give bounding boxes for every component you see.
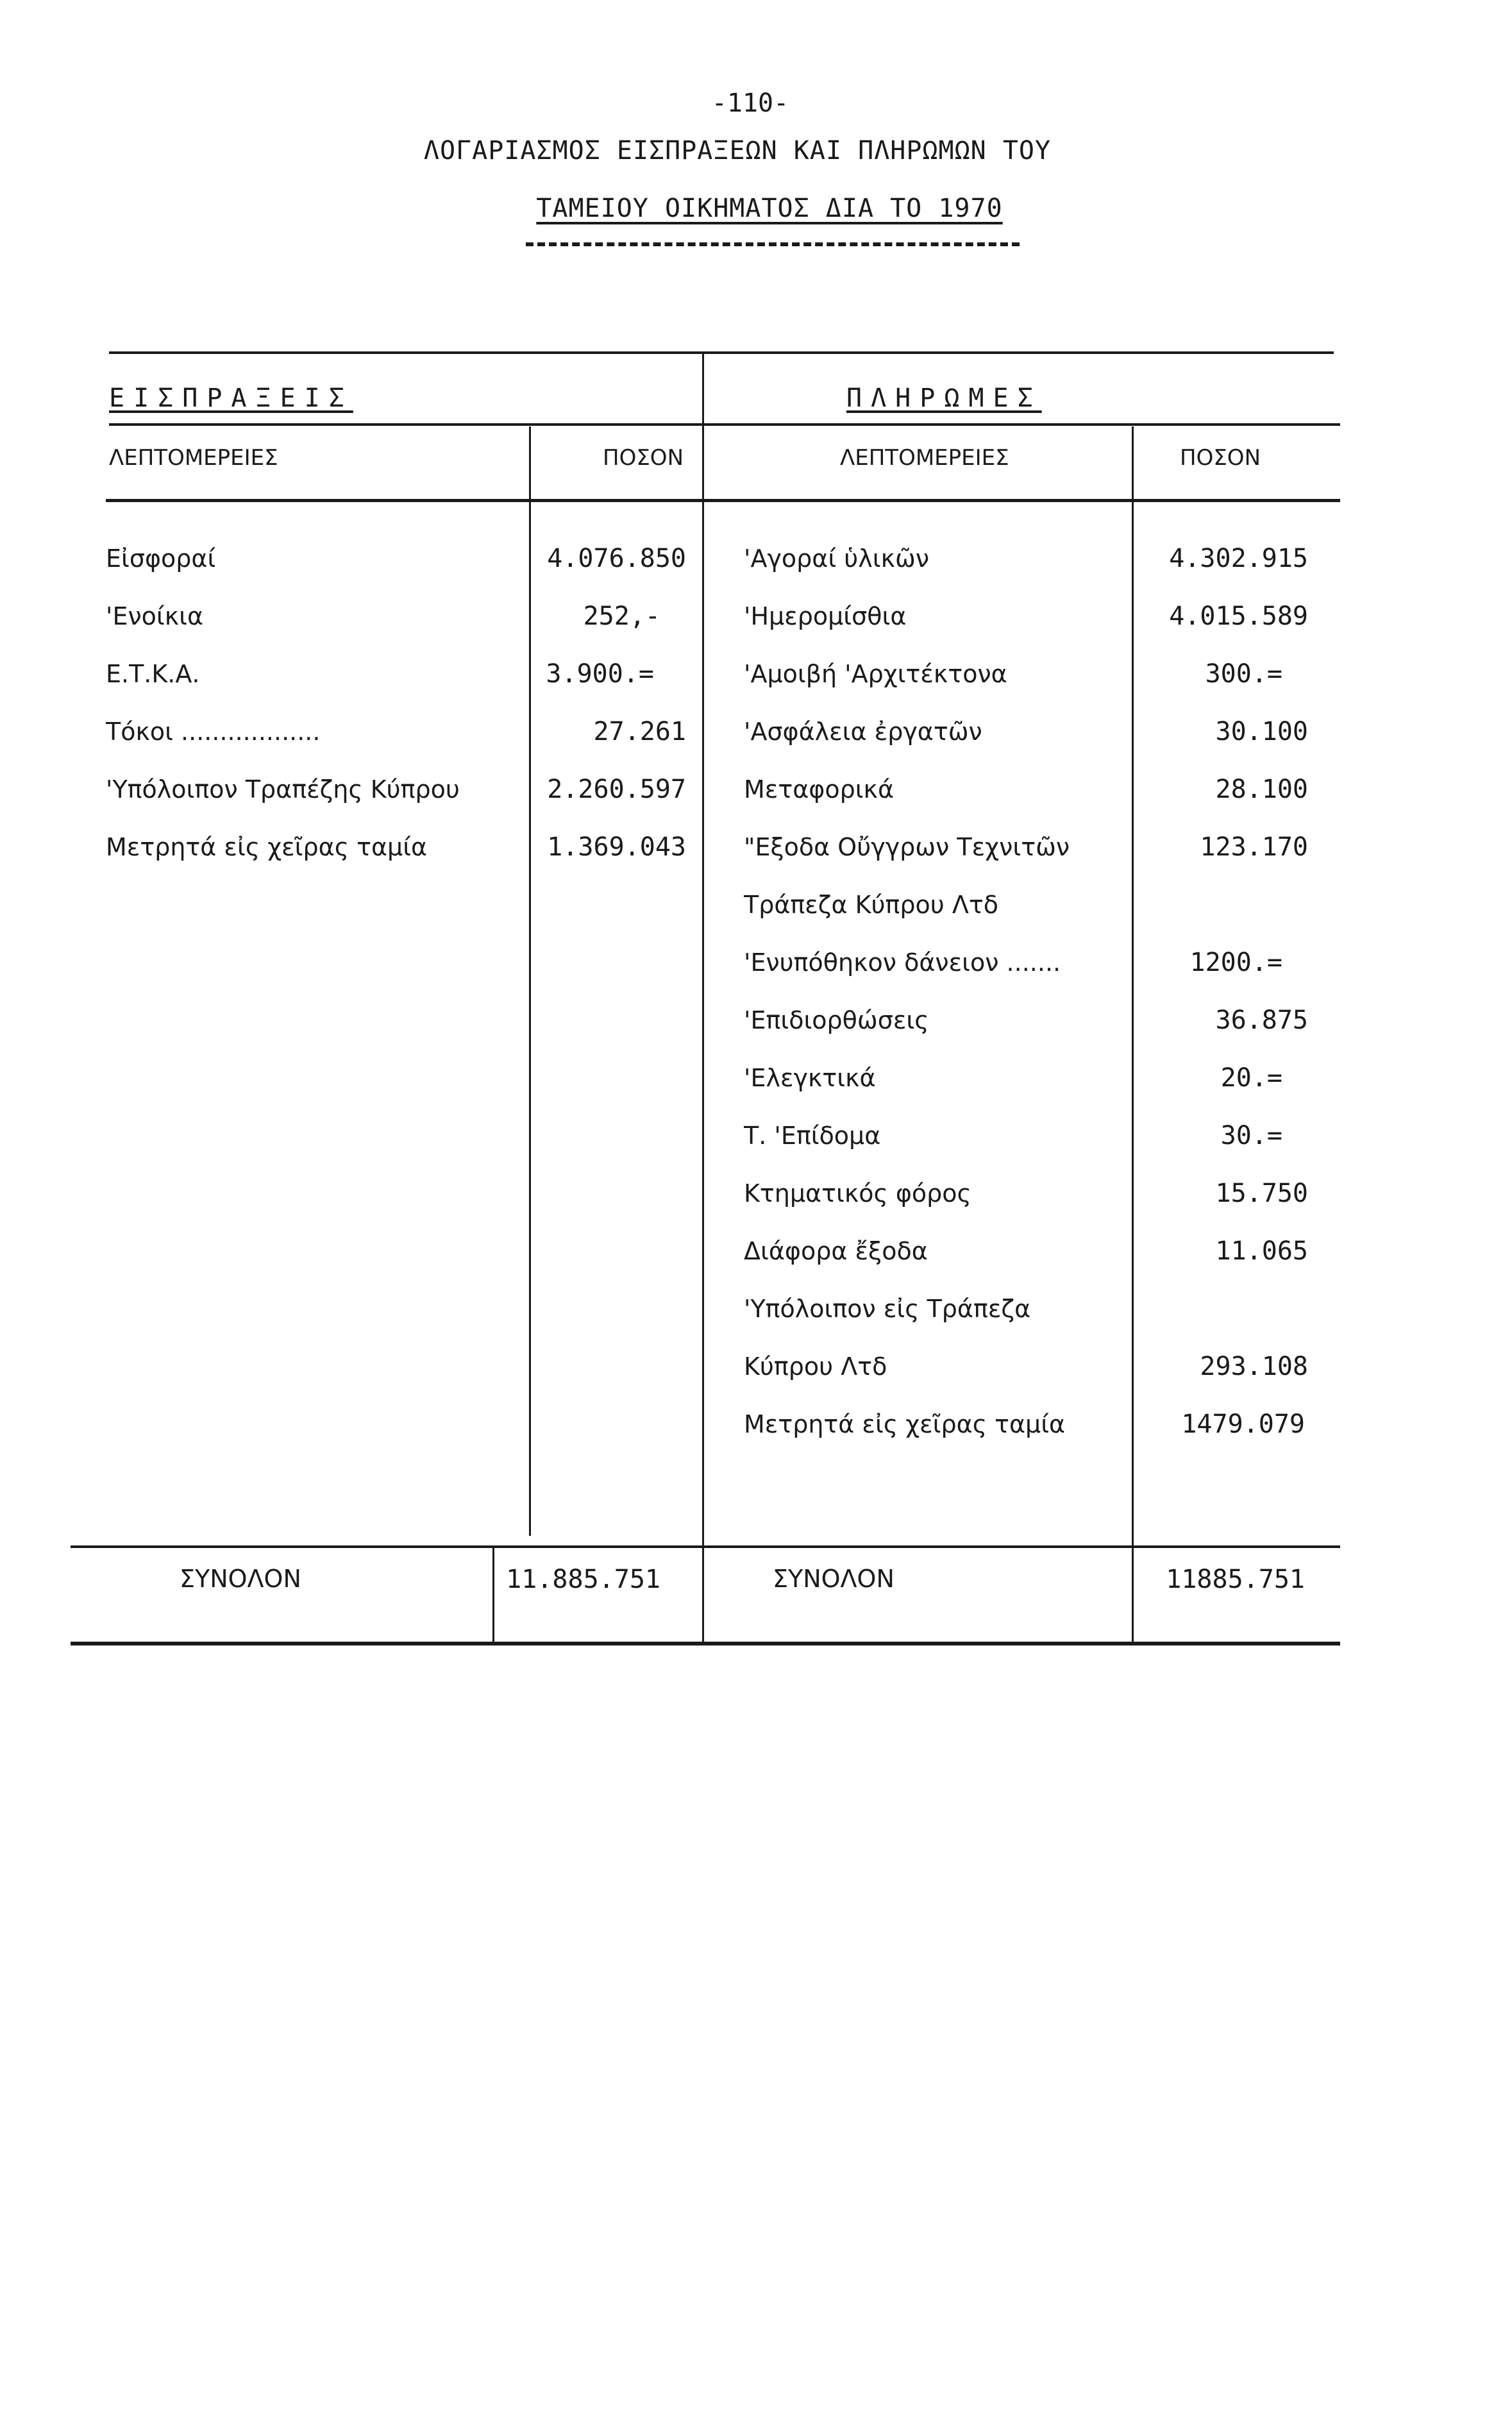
- section-heading-rule: [109, 423, 1340, 426]
- document-title: ΛΟΓΑΡΙΑΣΜΟΣ ΕΙΣΠΡΑΞΕΩΝ ΚΑΙ ΠΛΗΡΩΜΩΝ ΤΟΥ: [423, 136, 1052, 165]
- payment-detail: "Εξοδα Οὔγγρων Τεχνιτῶν: [744, 833, 1070, 861]
- payment-detail: Τράπεζα Κύπρου Λτδ: [744, 891, 998, 919]
- document-subtitle: ΤΑΜΕΙΟΥ ΟΙΚΗΜΑΤΟΣ ΔΙΑ ΤΟ 1970: [536, 194, 1003, 223]
- payment-amount: 15.750: [1215, 1179, 1308, 1208]
- receipt-detail: Εἰσφοραί: [106, 544, 216, 573]
- receipt-amount: 252,-: [583, 602, 660, 631]
- payment-detail: 'Ασφάλεια ἐργατῶν: [744, 718, 982, 746]
- receipt-amount: 3.900.=: [546, 659, 654, 689]
- payment-amount: 28.100: [1215, 775, 1308, 804]
- payment-detail: Διάφορα ἔξοδα: [744, 1237, 928, 1265]
- receipt-detail: 'Υπόλοιπον Τραπέζης Κύπρου: [106, 775, 460, 804]
- receipts-section-title: ΕΙΣΠΡΑΞΕΙΣ: [109, 383, 353, 413]
- payment-amount: 1200.=: [1189, 948, 1282, 977]
- payment-amount: 1479.079: [1181, 1410, 1305, 1439]
- receipts-total-divider: [492, 1547, 494, 1642]
- payments-section-title: ΠΛΗΡΩΜΕΣ: [846, 383, 1042, 413]
- receipts-total-value: 11.885.751: [506, 1565, 660, 1594]
- receipt-detail: 'Ενοίκια: [106, 602, 204, 630]
- payments-amount-header: ΠΟΣΟΝ: [1180, 445, 1261, 471]
- payment-amount: 4.302.915: [1169, 544, 1308, 573]
- receipts-column-divider: [529, 426, 531, 1536]
- payment-amount: 293.108: [1200, 1352, 1308, 1381]
- receipts-details-header: ΛΕΠΤΟΜΕΡΕΙΕΣ: [109, 445, 278, 471]
- payment-amount: 300.=: [1205, 659, 1282, 689]
- payment-detail: 'Ενυπόθηκον δάνειον .......: [744, 948, 1061, 977]
- payment-amount: 4.015.589: [1169, 602, 1308, 631]
- payments-total-value: 11885.751: [1166, 1565, 1305, 1594]
- payment-detail: Μετρητά εἰς χεῖρας ταμία: [744, 1410, 1066, 1438]
- table-bottom-rule: [71, 1642, 1340, 1645]
- payment-detail: 'Αγοραί ὑλικῶν: [744, 544, 930, 573]
- payment-detail: 'Αμοιβή 'Αρχιτέκτονα: [744, 660, 1007, 688]
- payment-detail: Μεταφορικά: [744, 775, 894, 804]
- payment-detail: Κύπρου Λτδ: [744, 1352, 887, 1381]
- payments-details-header: ΛΕΠΤΟΜΕΡΕΙΕΣ: [840, 445, 1009, 471]
- receipts-total-label: ΣΥΝΟΛΟΝ: [180, 1565, 301, 1593]
- payment-amount: [1135, 876, 1308, 934]
- title-dashed-rule: [526, 242, 1020, 246]
- payment-amount: 30.100: [1215, 717, 1308, 746]
- payment-amount: 123.170: [1200, 832, 1308, 862]
- column-heading-rule: [106, 499, 1340, 502]
- receipt-detail: Ε.Τ.Κ.Α.: [106, 660, 200, 688]
- payment-amount: 20.=: [1220, 1063, 1282, 1093]
- receipt-detail: Τόκοι ..................: [106, 718, 321, 746]
- middle-divider: [702, 353, 704, 1642]
- payment-amount: 36.875: [1215, 1006, 1308, 1035]
- payment-detail: 'Υπόλοιπον εἰς Τράπεζα: [744, 1295, 1031, 1323]
- receipts-amount-header: ΠΟΣΟΝ: [603, 445, 684, 471]
- payment-detail: 'Επιδιορθώσεις: [744, 1006, 929, 1034]
- receipt-detail: Μετρητά εἰς χεῖρας ταμία: [106, 833, 428, 861]
- payment-detail: Κτηματικός φόρος: [744, 1179, 971, 1208]
- total-top-rule: [71, 1545, 1340, 1548]
- payment-detail: 'Ελεγκτικά: [744, 1064, 876, 1092]
- payment-amount: 30.=: [1220, 1121, 1282, 1150]
- payment-amount: [1135, 1280, 1308, 1338]
- receipt-amount: 2.260.597: [547, 775, 686, 804]
- receipt-amount: 1.369.043: [547, 832, 686, 862]
- table-top-rule: [109, 351, 1334, 354]
- page-number: -110-: [711, 88, 789, 118]
- receipt-amount: 27.261: [593, 717, 686, 746]
- payment-detail: Τ. 'Επίδομα: [744, 1122, 881, 1150]
- payment-detail: 'Ημερομίσθια: [744, 602, 907, 630]
- payment-amount: 11.065: [1215, 1236, 1308, 1266]
- payments-column-divider: [1132, 426, 1134, 1642]
- receipt-amount: 4.076.850: [547, 544, 686, 573]
- payments-total-label: ΣΥΝΟΛΟΝ: [773, 1565, 895, 1593]
